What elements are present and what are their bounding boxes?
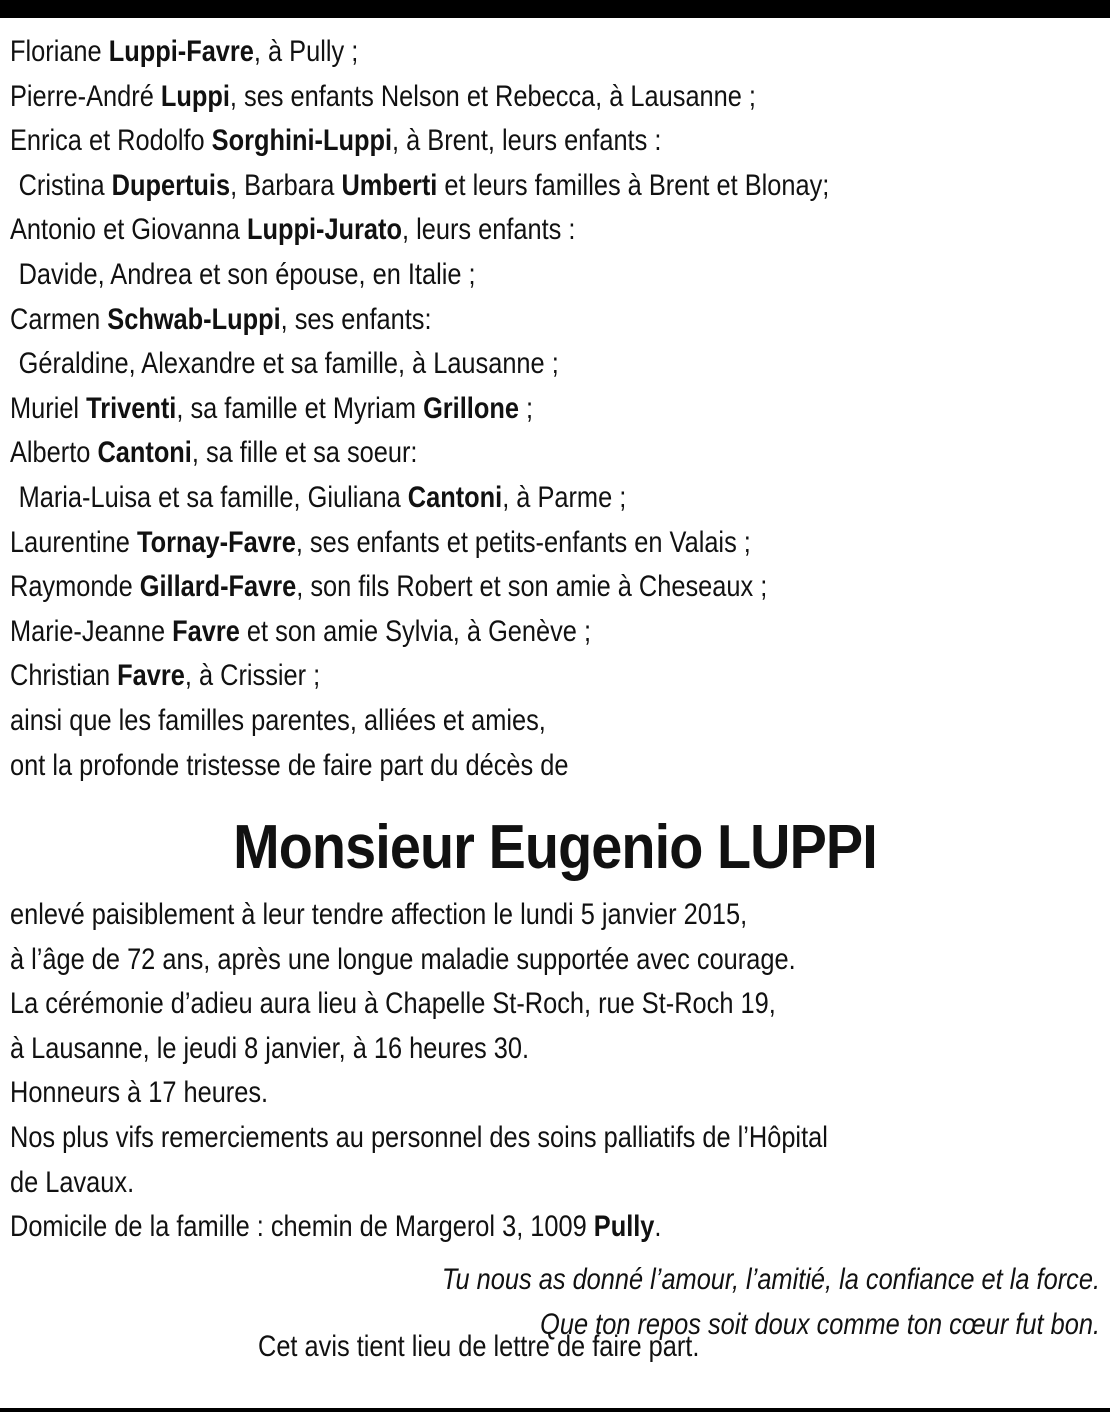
line-text: Raymonde [10, 570, 140, 604]
surname-text: Luppi-Favre [108, 35, 254, 68]
family-line [10, 610, 956, 655]
notice-line [10, 1116, 956, 1161]
line-text: , Barbara [230, 168, 342, 202]
family-line [10, 253, 956, 298]
family-line [10, 431, 956, 476]
family-line [10, 476, 956, 521]
line-text: ; [518, 391, 534, 425]
line-text: , son fils Robert et son amie à Cheseaux ; [296, 570, 768, 604]
line-text: . [654, 1210, 662, 1244]
line-text: Enrica et Rodolfo [10, 124, 212, 158]
family-line [10, 30, 956, 75]
line-text: Laurentine [10, 525, 137, 559]
surname-text: Favre [117, 659, 185, 693]
closing-note: Cet avis tient lieu de lettre de faire part. [258, 1330, 700, 1363]
notice-line [10, 1027, 956, 1072]
line-text: enlevé paisiblement à leur tendre affection le lundi 5 janvier 2015, [10, 898, 748, 931]
surname-text: Tornay-Favre [136, 525, 296, 559]
line-text: et leurs familles à Brent et Blonay; [437, 168, 830, 202]
surname-text: Triventi [86, 391, 177, 425]
family-line [10, 119, 956, 164]
line-text: , à Crissier ; [184, 659, 321, 693]
quote-line-2: Que ton repos soit doux comme ton cœur fut bon. [540, 1307, 1100, 1341]
line-text: ainsi que les familles parentes, alliées et amies, [10, 703, 546, 737]
notice-line [10, 1071, 956, 1116]
family-line [10, 298, 956, 343]
line-text: Floriane [10, 35, 109, 68]
line-text: Honneurs à 17 heures. [10, 1076, 269, 1110]
family-line [10, 342, 956, 387]
family-line [10, 744, 956, 789]
family-members-list [10, 30, 1110, 788]
surname-text: Cantoni [407, 480, 503, 514]
line-text: de Lavaux. [10, 1165, 135, 1199]
notice-paragraph [10, 893, 1110, 1250]
line-text: Carmen [10, 302, 108, 336]
line-text: , à Pully ; [253, 35, 359, 68]
surname-text: Schwab-Luppi [107, 302, 281, 336]
line-text: Cristina [18, 168, 112, 202]
surname-text: Pully [593, 1210, 655, 1244]
line-text: Antonio et Giovanna [10, 213, 247, 247]
line-text: , ses enfants: [280, 302, 432, 336]
line-text: , à Parme ; [502, 480, 627, 514]
line-text: , à Brent, leurs enfants : [392, 124, 662, 158]
family-line [10, 387, 956, 432]
notice-line [10, 938, 956, 983]
line-text: à l’âge de 72 ans, après une longue maladie supportée avec courage. [10, 942, 796, 976]
quote-line-1: Tu nous as donné l’amour, l’amitié, la confiance et la force. [441, 1263, 1100, 1296]
line-text: , ses enfants et petits-enfants en Valais ; [295, 525, 751, 559]
line-text: Marie-Jeanne [10, 614, 173, 648]
notice-line [10, 893, 956, 938]
surname-text: Umberti [341, 168, 438, 202]
line-text: Alberto [10, 436, 98, 470]
surname-text: Sorghini-Luppi [211, 124, 393, 158]
line-text: Nos plus vifs remerciements au personnel des soins palliatifs de l’Hôpital [10, 1120, 828, 1154]
family-line [10, 654, 956, 699]
line-text: Domicile de la famille : chemin de Margerol 3, 1009 [10, 1210, 594, 1244]
line-text: Géraldine, Alexandre et sa famille, à Lausanne ; [18, 347, 559, 381]
notice-line [10, 1161, 956, 1206]
top-border-rule [0, 0, 1110, 18]
family-line [10, 521, 956, 566]
family-line [10, 208, 956, 253]
family-line [10, 565, 956, 610]
line-text: Davide, Andrea et son épouse, en Italie ; [18, 257, 476, 291]
line-text: , sa fille et sa soeur: [191, 436, 418, 470]
surname-text: Dupertuis [111, 168, 231, 202]
notice-line [10, 982, 956, 1027]
family-line [10, 699, 956, 744]
surname-text: Cantoni [97, 436, 192, 470]
surname-text: Gillard-Favre [139, 570, 297, 604]
line-text: Muriel [10, 391, 87, 425]
line-text: Maria-Luisa et sa famille, Giuliana [18, 480, 408, 514]
line-text: Christian [10, 659, 118, 693]
surname-text: Grillone [423, 391, 519, 425]
family-line [10, 164, 956, 209]
line-text: , sa famille et Myriam [176, 391, 424, 425]
line-text: Pierre-André [10, 79, 161, 113]
notice-line [10, 1205, 956, 1250]
line-text: à Lausanne, le jeudi 8 janvier, à 16 heures 30. [10, 1031, 530, 1065]
line-text: et son amie Sylvia, à Genève ; [239, 614, 592, 648]
line-text: ont la profonde tristesse de faire part du décès de [10, 748, 569, 782]
deceased-name: Monsieur Eugenio LUPPI [233, 813, 877, 882]
line-text: , ses enfants Nelson et Rebecca, à Lausanne ; [229, 79, 756, 113]
surname-text: Favre [172, 614, 240, 648]
line-text: La cérémonie d’adieu aura lieu à Chapelle St-Roch, rue St-Roch 19, [10, 987, 776, 1021]
surname-text: Luppi-Jurato [246, 213, 402, 247]
bottom-border-rule [0, 1408, 1110, 1412]
line-text: , leurs enfants : [401, 213, 576, 247]
family-line [10, 75, 956, 120]
surname-text: Luppi [160, 79, 230, 113]
